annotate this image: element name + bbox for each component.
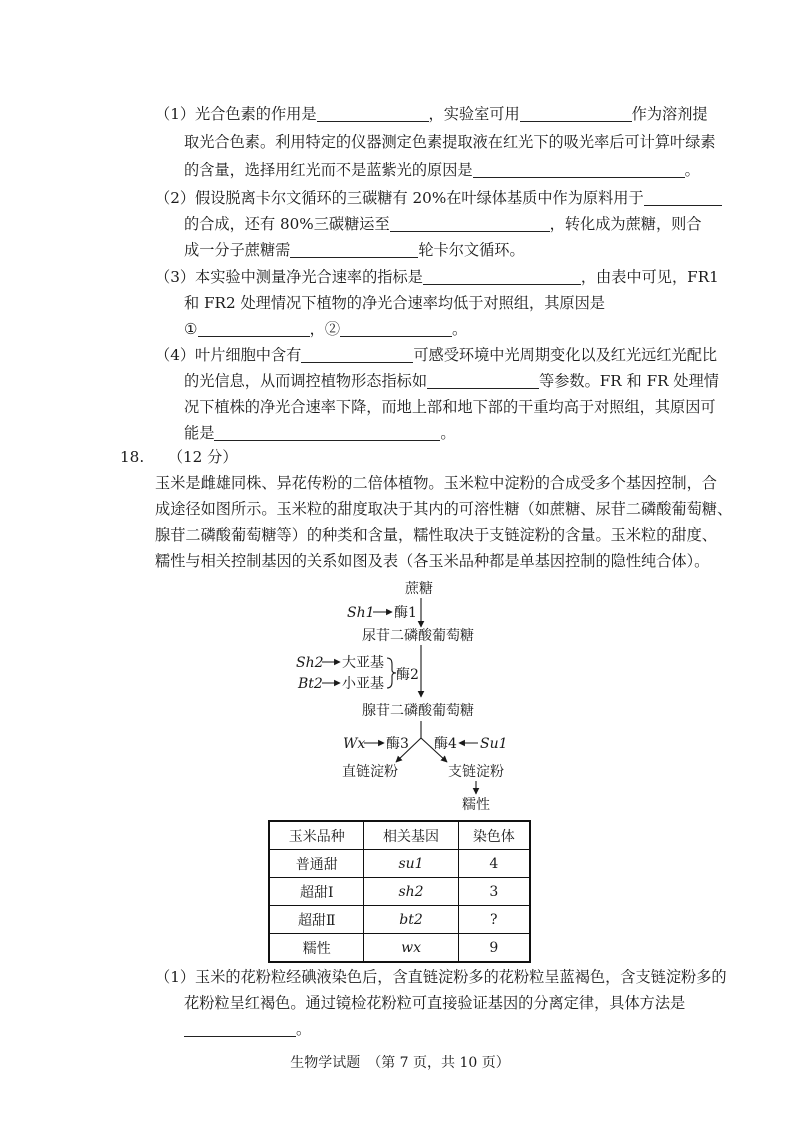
sucrose-label: 蔗糖 [405,581,433,597]
q17-p3-line3: ① ，② 。 [184,320,468,338]
answer-blank[interactable] [423,268,581,285]
page-footer: 生物学试题 （第 7 页，共 10 页） [290,1055,510,1071]
q17-p4-line2: 的光信息，从而调控植物形态指标如 等参数。FR 和 FR 处理情 [184,372,719,390]
q18-p1-line2: 花粉粒呈红褐色。通过镜检花粉粒可直接验证基因的分离定律，具体方法是 [184,994,686,1012]
q17-p2-line2: 的合成，还有 80%三碳糖运至 ，转化成为蔗糖，则合 [184,215,702,233]
q17-p4-line4: 能是 。 [184,424,456,442]
starch-pathway-diagram [290,575,530,815]
score: （12 分） [167,448,238,466]
gene-sh1: Sh1 [347,605,375,621]
answer-blank[interactable] [198,320,310,337]
table-row [269,906,530,934]
q17-p3-line1: （3）本实验中测量净光合速率的指标是 ，由表中可见，FR1 [155,268,719,286]
answer-blank[interactable] [520,105,632,122]
q18-intro-line: 糯性与相关控制基因的关系如图及表（各玉米品种都是单基因控制的隐性纯合体）。 [155,552,710,570]
gene-cell: su1 [364,850,458,878]
q17-p2-line1: （2）假设脱离卡尔文循环的三碳糖有 20%在叶绿体基质中作为原料用于 [155,188,722,208]
answer-blank[interactable] [290,241,418,258]
q17-p3-line2: 和 FR2 处理情况下植物的净光合速率均低于对照组，其原因是 [184,294,605,312]
table-header-row [269,821,530,850]
variety-cell: 超甜Ⅱ [269,906,364,934]
q17-p1-line2: 取光合色素。利用特定的仪器测定色素提取液在红光下的吸光率后可计算叶绿素 [184,133,716,151]
enzyme3-label: 酶3 [386,736,409,752]
udpg-label: 尿苷二磷酸葡萄糖 [362,628,474,644]
q18-p1-line1: （1）玉米的花粉粒经碘液染色后，含直链淀粉多的花粉粒呈蓝褐色，含支链淀粉多的 [155,968,727,986]
gene-cell: bt2 [364,906,458,934]
q18-intro-line: 腺苷二磷酸葡萄糖等）的种类和含量，糯性取决于支链淀粉的含量。玉米粒的甜度、 [155,526,717,544]
gene-bt2: Bt2 [298,676,323,692]
q18-intro-line: 玉米是雌雄同株、异花传粉的二倍体植物。玉米粒中淀粉的合成受多个基因控制，合 [155,474,717,492]
chromosome-cell: 4 [458,850,530,878]
answer-blank[interactable] [644,189,722,206]
q18-header [120,447,238,467]
adpg-label: 腺苷二磷酸葡萄糖 [362,703,474,719]
question-number: 18. [120,448,145,466]
maize-gene-table [268,820,531,963]
q18-intro-line: 成途径如图所示。玉米粒的甜度取决于其内的可溶性糖（如蔗糖、尿苷二磷酸葡萄糖、 [155,500,733,518]
variety-cell: 超甜Ⅰ [269,878,364,906]
waxy-label: 糯性 [462,797,490,813]
column-header: 相关基因 [364,821,458,850]
gene-sh2: Sh2 [296,655,324,671]
amylopectin-label: 支链淀粉 [448,764,504,780]
enzyme2-label: 酶2 [396,667,419,683]
small-subunit-label: 小亚基 [342,676,384,692]
variety-cell: 普通甜 [269,850,364,878]
answer-blank[interactable] [390,215,550,232]
gene-cell: sh2 [364,878,458,906]
answer-blank[interactable] [184,1020,296,1037]
gene-wx: Wx [343,736,366,752]
enzyme1-label: 酶1 [394,605,417,621]
answer-blank[interactable] [214,424,440,441]
table-row [269,878,530,906]
enzyme4-label: 酶4 [434,736,457,752]
chromosome-cell: ? [458,906,530,934]
q17-p1-line1: （1）光合色素的作用是 ，实验室可用 作为溶剂提 [155,105,708,123]
q17-p4-line3: 况下植株的净光合速率下降，而地上部和地下部的干重均高于对照组，其原因可 [184,398,716,416]
table-row [269,850,530,878]
amylose-label: 直链淀粉 [342,764,398,780]
q18-p1-line3: 。 [184,1019,311,1039]
q17-p4-line1: （4）叶片细胞中含有 可感受环境中光周期变化以及红光远红光配比 [155,346,718,364]
column-header: 玉米品种 [269,821,364,850]
answer-blank[interactable] [427,372,539,389]
column-header: 染色体 [458,821,530,850]
answer-blank[interactable] [473,161,685,178]
chromosome-cell: 3 [458,878,530,906]
answer-blank[interactable] [317,105,429,122]
gene-cell: wx [364,934,458,963]
q17-p2-line3: 成一分子蔗糖需 轮卡尔文循环。 [184,241,525,259]
answer-blank[interactable] [301,346,413,363]
large-subunit-label: 大亚基 [342,655,384,671]
variety-cell: 糯性 [269,934,364,963]
brace [387,658,396,688]
answer-blank[interactable] [340,320,452,337]
q17-p1-line3: 的含量，选择用红光而不是蓝紫光的原因是 。 [184,161,700,179]
chromosome-cell: 9 [458,934,530,963]
table-row [269,934,530,963]
gene-su1: Su1 [480,736,508,752]
